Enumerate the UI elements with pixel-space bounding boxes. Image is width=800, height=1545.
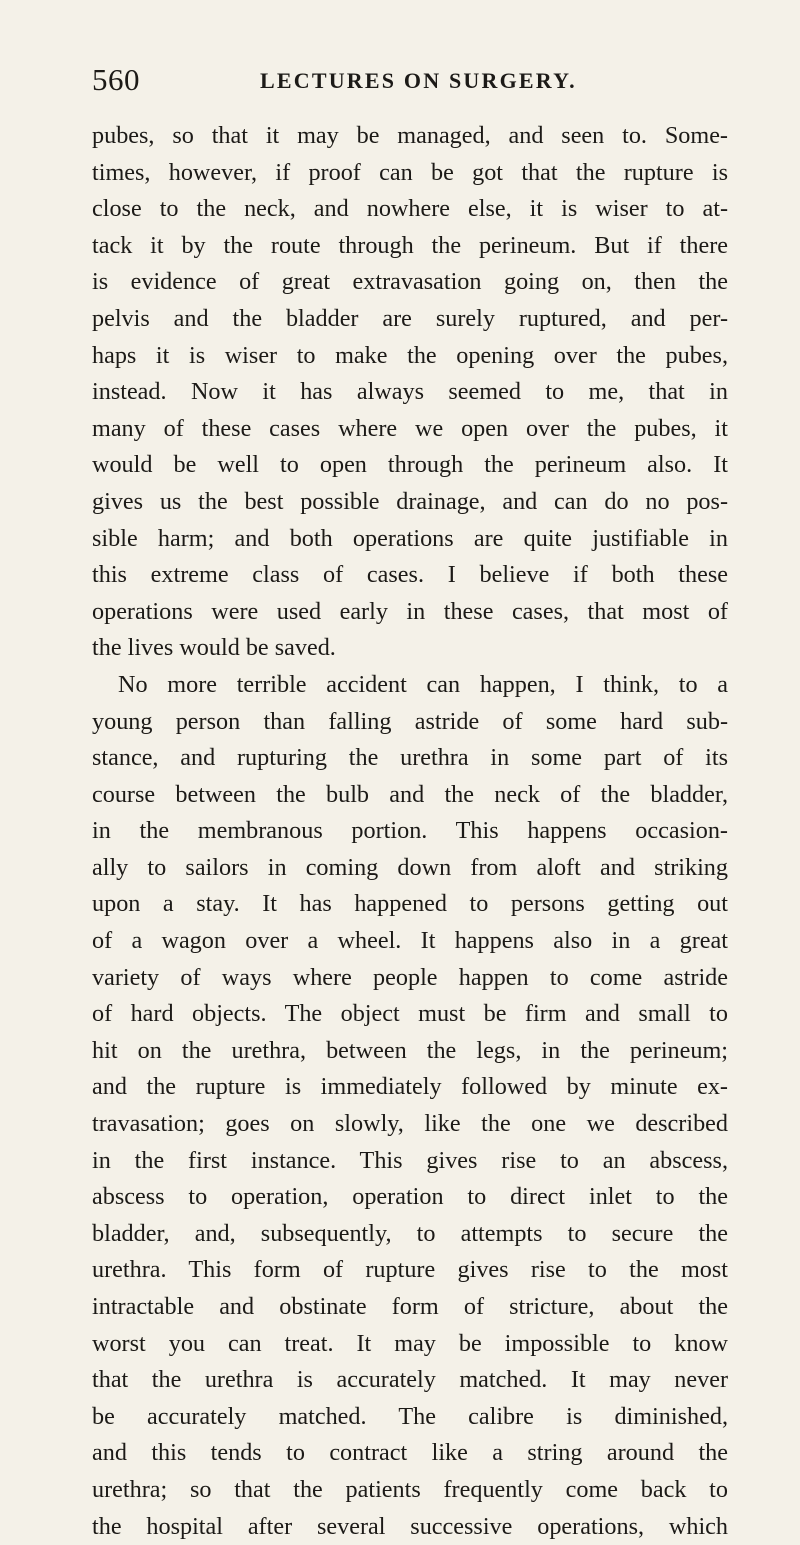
text-line: the hospital after several successive operations, which xyxy=(92,1512,728,1540)
text-line: close to the neck, and nowhere else, it is wiser to at- xyxy=(92,195,728,223)
text-line: intractable and obstinate form of stricture, about the xyxy=(92,1293,728,1320)
text-line: course between the bulb and the neck of the bladder, xyxy=(92,780,728,808)
text-line: upon a stay. It has happened to persons getting out xyxy=(92,890,728,918)
text-line: in the first instance. This gives rise to an abscess, xyxy=(92,1146,728,1174)
text-line: No more terrible accident can happen, I think, to a xyxy=(118,670,728,698)
text-line: of a wagon over a wheel. It happens also in a great xyxy=(92,927,728,955)
text-line: that the urethra is accurately matched. It may never xyxy=(92,1366,728,1394)
running-title: LECTURES ON SURGERY. xyxy=(260,68,577,93)
text-line: stance, and rupturing the urethra in some part of its xyxy=(92,744,728,772)
text-line: abscess to operation, operation to direct inlet to the xyxy=(92,1183,728,1211)
body-text xyxy=(92,118,728,1545)
text-line: bladder, and, subsequently, to attempts to secure the xyxy=(92,1219,728,1247)
text-line: of hard objects. The object must be firm and small to xyxy=(92,1000,728,1028)
page-number: 560 xyxy=(92,62,140,97)
text-line: operations were used early in these cases, that most of xyxy=(92,597,728,625)
text-line: variety of ways where people happen to come astride xyxy=(92,963,728,991)
text-line: young person than falling astride of some hard sub- xyxy=(92,707,728,735)
text-line: and this tends to contract like a string around the xyxy=(92,1439,728,1467)
text-line: pelvis and the bladder are surely ruptured, and per- xyxy=(92,304,728,332)
text-line: and the rupture is immediately followed by minute ex- xyxy=(92,1073,728,1101)
text-line: times, however, if proof can be got that the rupture is xyxy=(92,158,728,186)
text-line: pubes, so that it may be managed, and seen to. Some- xyxy=(92,122,728,149)
text-line: urethra; so that the patients frequently come back to xyxy=(92,1475,728,1503)
text-line: urethra. This form of rupture gives rise to the most xyxy=(92,1256,728,1284)
text-line: tack it by the route through the perineum. But if there xyxy=(92,231,728,259)
text-line: gives us the best possible drainage, and can do no pos- xyxy=(92,487,728,515)
text-line: instead. Now it has always seemed to me, that in xyxy=(92,378,728,406)
text-line: hit on the urethra, between the legs, in the perineum; xyxy=(92,1036,728,1064)
text-line: this extreme class of cases. I believe if both these xyxy=(92,561,728,589)
text-line: travasation; goes on slowly, like the one we described xyxy=(92,1110,728,1138)
text-line: the lives would be saved. xyxy=(92,634,336,662)
paragraph-2 xyxy=(92,667,728,1545)
text-line: sible harm; and both operations are quite justifiable in xyxy=(92,524,728,552)
text-line: haps it is wiser to make the opening over the pubes, xyxy=(92,341,728,369)
paragraph-1 xyxy=(92,118,728,667)
text-line: is evidence of great extravasation going on, then the xyxy=(92,268,728,296)
text-line: many of these cases where we open over the pubes, it xyxy=(92,414,728,442)
running-head xyxy=(92,62,712,98)
text-line: ally to sailors in coming down from aloft and striking xyxy=(92,853,728,881)
text-line: in the membranous portion. This happens occasion- xyxy=(92,817,728,845)
text-line: be accurately matched. The calibre is diminished, xyxy=(92,1402,728,1430)
text-line: worst you can treat. It may be impossible to know xyxy=(92,1329,728,1357)
text-line: would be well to open through the perineum also. It xyxy=(92,451,728,479)
